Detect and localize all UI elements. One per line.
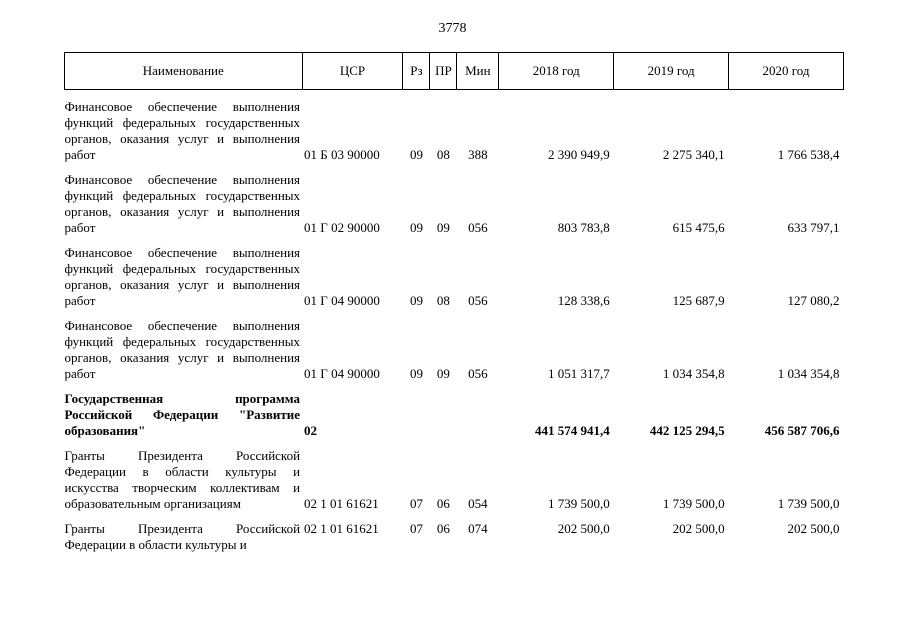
row-pr: [430, 391, 457, 439]
row-2020: 1 739 500,0: [777, 496, 840, 511]
row-min: 056: [468, 293, 488, 308]
row-2019: 442 125 294,5: [649, 423, 725, 438]
budget-table: [64, 52, 844, 553]
row-name: Гранты Президента Российской Федерации в области культуры и: [64, 521, 301, 552]
header-2020: 2020 год: [729, 53, 844, 90]
row-2018: 1 739 500,0: [547, 496, 610, 511]
header-row: [65, 53, 844, 90]
row-min: 054: [468, 496, 488, 511]
row-2018: 803 783,8: [557, 220, 610, 235]
table-row: [65, 318, 844, 382]
row-2020: 127 080,2: [787, 293, 840, 308]
row-2019: 202 500,0: [672, 521, 725, 536]
row-2018: 202 500,0: [557, 521, 610, 536]
table-row: [65, 521, 844, 553]
row-2019: 1 739 500,0: [662, 496, 725, 511]
table-row: [65, 448, 844, 512]
row-pr: 08: [436, 293, 450, 308]
row-2020: 1 034 354,8: [777, 366, 840, 381]
row-name: Государственная программа Российской Федерации "Развитие образования": [64, 391, 301, 438]
header-name: Наименование: [65, 53, 303, 90]
row-2018: 2 390 949,9: [547, 147, 610, 162]
row-rz: 09: [409, 147, 423, 162]
row-csr: 01 Б 03 90000: [304, 147, 380, 162]
header-min: Мин: [457, 53, 499, 90]
row-2018: 1 051 317,7: [547, 366, 610, 381]
row-pr: 08: [436, 147, 450, 162]
row-2019: 125 687,9: [672, 293, 725, 308]
row-csr: 01 Г 02 90000: [304, 220, 380, 235]
row-2020: 633 797,1: [787, 220, 840, 235]
row-rz: [403, 391, 430, 439]
row-name: Финансовое обеспечение выполнения функций федеральных государственных органов, оказания услуг и выполнения работ: [64, 318, 301, 381]
row-2019: 615 475,6: [672, 220, 725, 235]
row-rz: 09: [409, 293, 423, 308]
row-2018: 441 574 941,4: [534, 423, 610, 438]
row-min: 074: [468, 521, 488, 536]
page-number: 3778: [438, 21, 467, 36]
row-pr: 06: [436, 521, 450, 536]
row-pr: 09: [436, 366, 450, 381]
table-body: [65, 90, 844, 554]
header-2019: 2019 год: [614, 53, 729, 90]
row-2019: 2 275 340,1: [662, 147, 725, 162]
row-name: Гранты Президента Российской Федерации в области культуры и искусства творческим коллективам и образовательным организациям: [64, 448, 301, 511]
row-2019: 1 034 354,8: [662, 366, 725, 381]
row-rz: 07: [409, 521, 423, 536]
row-2020: 1 766 538,4: [777, 147, 840, 162]
row-min: 056: [468, 366, 488, 381]
header-2018: 2018 год: [499, 53, 614, 90]
row-min: [457, 391, 499, 439]
row-csr: 02 1 01 61621: [304, 521, 379, 536]
table-row: [65, 172, 844, 236]
row-min: 388: [468, 147, 488, 162]
row-pr: 06: [436, 496, 450, 511]
row-pr: 09: [436, 220, 450, 235]
header-rz: Рз: [403, 53, 430, 90]
header-pr: ПР: [430, 53, 457, 90]
row-2018: 128 338,6: [557, 293, 610, 308]
row-csr: 01 Г 04 90000: [304, 293, 380, 308]
row-min: 056: [468, 220, 488, 235]
row-rz: 07: [409, 496, 423, 511]
row-rz: 09: [409, 366, 423, 381]
row-name: Финансовое обеспечение выполнения функций федеральных государственных органов, оказания услуг и выполнения работ: [64, 172, 301, 235]
table-row-program: [65, 391, 844, 439]
table-row: [65, 245, 844, 309]
row-name: Финансовое обеспечение выполнения функций федеральных государственных органов, оказания услуг и выполнения работ: [64, 99, 301, 162]
row-rz: 09: [409, 220, 423, 235]
row-csr: 02: [304, 423, 318, 438]
row-name: Финансовое обеспечение выполнения функций федеральных государственных органов, оказания услуг и выполнения работ: [64, 245, 301, 308]
table-row: [65, 99, 844, 163]
row-2020: 456 587 706,6: [764, 423, 840, 438]
row-csr: 01 Г 04 90000: [304, 366, 380, 381]
header-csr: ЦСР: [302, 53, 403, 90]
table-header: [65, 53, 844, 90]
row-csr: 02 1 01 61621: [304, 496, 379, 511]
row-2020: 202 500,0: [787, 521, 840, 536]
